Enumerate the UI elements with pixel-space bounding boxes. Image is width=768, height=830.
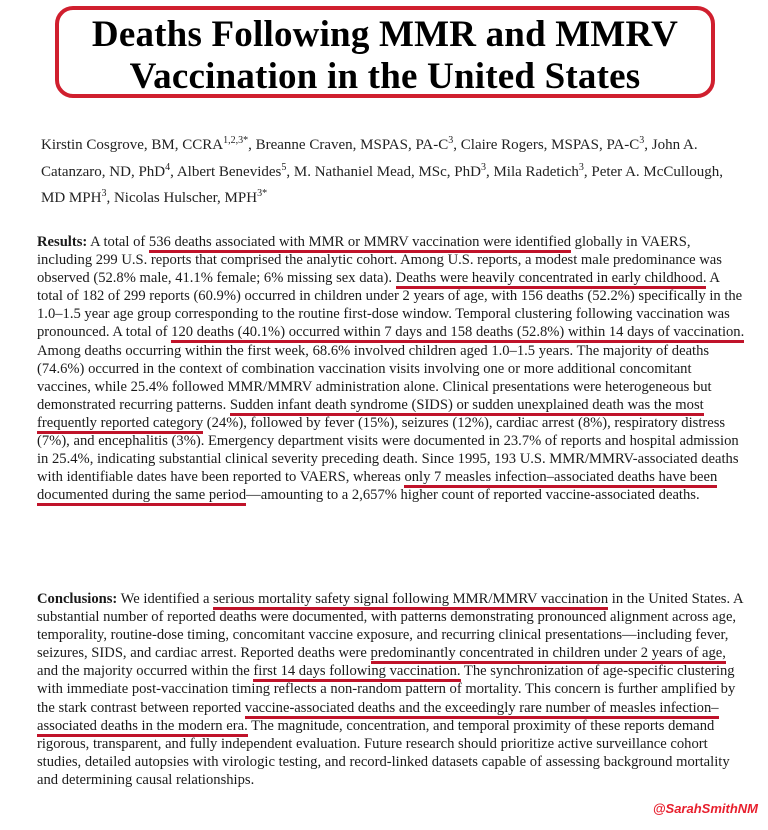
author-separator: , — [485, 163, 494, 180]
title-line-2: Vaccination in the United States — [129, 56, 641, 97]
author-separator: , — [453, 137, 461, 153]
author-affiliation: 1,2,3* — [223, 135, 249, 146]
title-box — [55, 6, 715, 98]
body-text: and the majority occurred within the — [37, 663, 254, 680]
author-name: M. Nathaniel Mead, MSc, PhD — [293, 163, 481, 180]
body-text: A total of — [87, 234, 149, 250]
body-text: in the United States. A substantial number of reported deaths were documented, with patterns demonstrating pronounced alignment across age, temporality, routine-dose timing, concomitant vaccine exposure, and recurring clinical presentations—including fever, seizures, SIDS, and cardiac arrest. Reported deaths were — [37, 591, 743, 662]
results-label: Results: — [37, 234, 88, 250]
author-separator: , — [248, 137, 256, 153]
author-affiliation: 5 — [281, 161, 287, 173]
body-text: The synchronization of age-specific clustering with immediate post-vaccination timing reflects a non-random pattern of mortality. This concern is further amplified by the stark contrast between reported — [37, 663, 736, 716]
body-text: We identified a — [117, 591, 214, 607]
highlighted-phrase: 120 deaths (40.1%) occurred within 7 days and 158 deaths (52.8%) within 14 days of vaccination. — [171, 324, 744, 343]
author-separator: , — [170, 163, 177, 180]
conclusions-label: Conclusions: — [37, 591, 118, 607]
highlighted-phrase: serious mortality safety signal following MMR/MMRV vaccination — [213, 591, 608, 610]
author-affiliation: 4 — [165, 161, 171, 173]
body-text: —amounting to a 2,657% higher count of reported vaccine-associated deaths. — [246, 487, 700, 504]
author-separator: , — [286, 163, 294, 180]
author-affiliation: 3* — [257, 188, 268, 199]
author-name: Mila Radetich — [493, 163, 579, 180]
author-separator: , — [583, 163, 592, 180]
body-text: globally in VAERS, including 299 U.S. reports that comprised the analytic cohort. Among U.S. reports, a modest male predominance was observed (52.8% male, 41.1% female; 6% missing sex data). — [37, 234, 722, 287]
highlighted-phrase: Sudden infant death syndrome (SIDS) or sudden unexplained death was the most frequently reported category — [37, 397, 704, 434]
author-name: Breanne Craven, MSPAS, PA-C — [255, 137, 449, 153]
highlighted-phrase: Deaths were heavily concentrated in early childhood. — [396, 270, 707, 289]
author-affiliation: 3 — [480, 161, 486, 173]
body-text: (24%), followed by fever (15%), seizures (12%), cardiac arrest (8%), respiratory distress (7%), and encephalitis (3%). Emergency department visits were documented in 23.7% of reports and hospital admission in 25.4%, indicating substantial clinical severity preceding death. Since 1995, 193 U.S. MMR/MMRV-associated deaths with identifiable dates have been reported to VAERS, whereas — [37, 414, 739, 486]
author-affiliation: 3 — [578, 161, 584, 173]
results-section — [37, 233, 745, 504]
body-text: A total of 182 of 299 reports (60.9%) occurred in children under 2 years of age, with 156 deaths (52.2%) specifically in the 1.0–1.5 year age group corresponding to the routine first-dose window. Temporal clustering following vaccination was pronounced. A total of — [37, 270, 743, 341]
author-name: Claire Rogers, MSPAS, PA-C — [460, 137, 640, 153]
author-list — [41, 130, 741, 210]
conclusions-text — [37, 591, 743, 788]
body-text: The magnitude, concentration, and temporal proximity of these reports demand rigorous, transparent, and fully independent evaluation. Future research should prioritize active surveillance cohort studies, detailed autopsies with virologic testing, and record-linked datasets capable of assessing background mortality and determining causal relationships. — [37, 717, 730, 788]
highlighted-phrase: predominantly concentrated in children under 2 years of age, — [371, 645, 726, 664]
highlighted-phrase: 536 deaths associated with MMR or MMRV vaccination were identified — [149, 234, 571, 253]
author-separator: , — [644, 137, 652, 153]
results-text — [37, 234, 744, 506]
author-affiliation: 3 — [639, 135, 645, 146]
author-separator: , — [106, 190, 114, 206]
credit-watermark: @SarahSmithNM — [652, 801, 758, 816]
highlighted-phrase: only 7 measles infection–associated deaths have been documented during the same period — [37, 469, 717, 506]
highlighted-phrase: first 14 days following vaccination. — [253, 663, 460, 682]
author-name: Kirstin Cosgrove, BM, CCRA — [41, 137, 224, 153]
conclusions-section — [37, 590, 745, 789]
author-name: Peter A. McCullough, MD MPH — [41, 163, 724, 206]
author-name: Nicolas Hulscher, MPH — [113, 190, 258, 206]
body-text: Among deaths occurring within the first week, 68.6% involved children aged 1.0–1.5 years. The majority of deaths (74.6%) occurred in the context of combination vaccination visits involving one or more additional concomitant vaccines, while 25.4% followed MMR/MMRV administration alone. Clinical presentations were heterogeneous but demonstrated recurring patterns. — [37, 342, 712, 413]
author-affiliation: 3 — [448, 135, 454, 146]
author-name: Albert Benevides — [176, 163, 282, 180]
author-name: John A. Catanzaro, ND, PhD — [41, 137, 698, 180]
title-line-1: Deaths Following MMR and MMRV — [91, 14, 679, 55]
highlighted-phrase: vaccine-associated deaths and the exceedingly rare number of measles infection–associated deaths in the modern era. — [37, 700, 719, 737]
author-affiliation: 3 — [101, 188, 107, 199]
